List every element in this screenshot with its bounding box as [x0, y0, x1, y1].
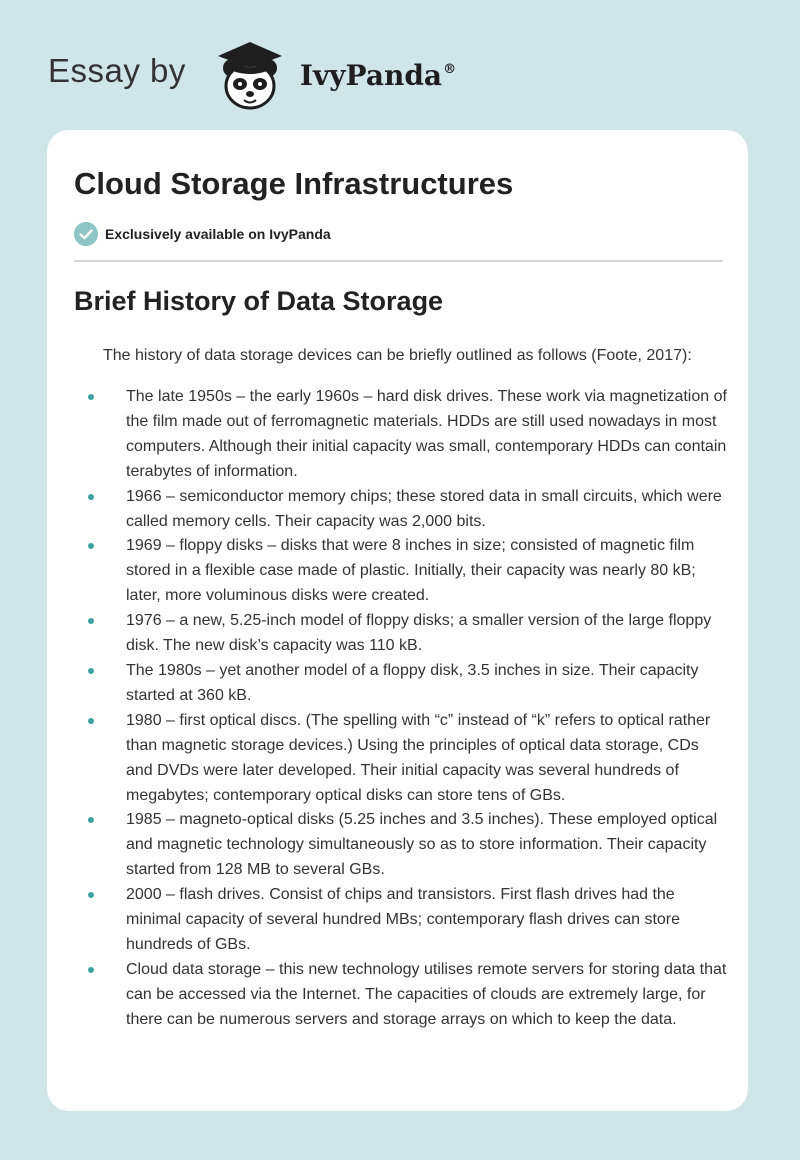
essay-card	[47, 130, 748, 1111]
brand-name	[300, 59, 456, 92]
brand-prefix: Essay by	[48, 52, 186, 89]
list-item: 1969 – floppy disks – disks that were 8 inches in size; consisted of magnetic film stored in a flexible case made of plastic. Initially, their capacity was nearly 80 kB; later, more voluminous disks were created.	[126, 534, 728, 609]
history-list	[126, 385, 728, 1033]
list-item: 1976 – a new, 5.25-inch model of floppy disks; a smaller version of the large floppy disk. The new disk’s capacity was 110 kB.	[126, 609, 728, 659]
panda-graduation-cap-icon	[202, 34, 294, 114]
brand-header	[48, 34, 456, 114]
check-circle-icon	[74, 222, 98, 246]
page-title: Cloud Storage Infrastructures	[74, 166, 514, 201]
list-item: The 1980s – yet another model of a floppy disk, 3.5 inches in size. Their capacity started at 360 kB.	[126, 659, 728, 709]
list-item: 1980 – first optical discs. (The spelling with “c” instead of “k” refers to optical rather than magnetic storage devices.) Using the principles of optical data storage, CDs and DVDs were later developed. Their initial capacity was several hundreds of megabytes; contemporary optical disks can store tens of GBs.	[126, 709, 728, 809]
divider	[74, 260, 723, 262]
brand-name-text: IvyPanda	[299, 58, 443, 92]
section-heading: Brief History of Data Storage	[74, 286, 444, 316]
list-item: 1985 – magneto-optical disks (5.25 inches and 3.5 inches). These employed optical and magnetic technology simultaneously so as to store information. Their capacity started from 128 MB to several GBs.	[126, 808, 728, 883]
intro-paragraph: The history of data storage devices can be briefly outlined as follows (Foote, 2017):	[103, 347, 692, 364]
list-item: 2000 – flash drives. Consist of chips and transistors. First flash drives had the minimal capacity of several hundred MBs; contemporary flash drives can store hundreds of GBs.	[126, 883, 728, 958]
exclusive-badge	[74, 222, 331, 246]
list-item: Cloud data storage – this new technology utilises remote servers for storing data that can be accessed via the Internet. The capacities of clouds are extremely large, for there can be numerous servers and storage arrays on which to keep the data.	[126, 958, 728, 1033]
registered-mark: ®	[443, 61, 457, 77]
list-item: 1966 – semiconductor memory chips; these stored data in small circuits, which were called memory cells. Their capacity was 2,000 bits.	[126, 485, 728, 535]
list-item: The late 1950s – the early 1960s – hard disk drives. These work via magnetization of the film made out of ferromagnetic materials. HDDs are still used nowadays in most computers. Although their initial capacity was small, contemporary HDDs can contain terabytes of information.	[126, 385, 728, 485]
exclusive-badge-text: Exclusively available on IvyPanda	[105, 226, 331, 242]
